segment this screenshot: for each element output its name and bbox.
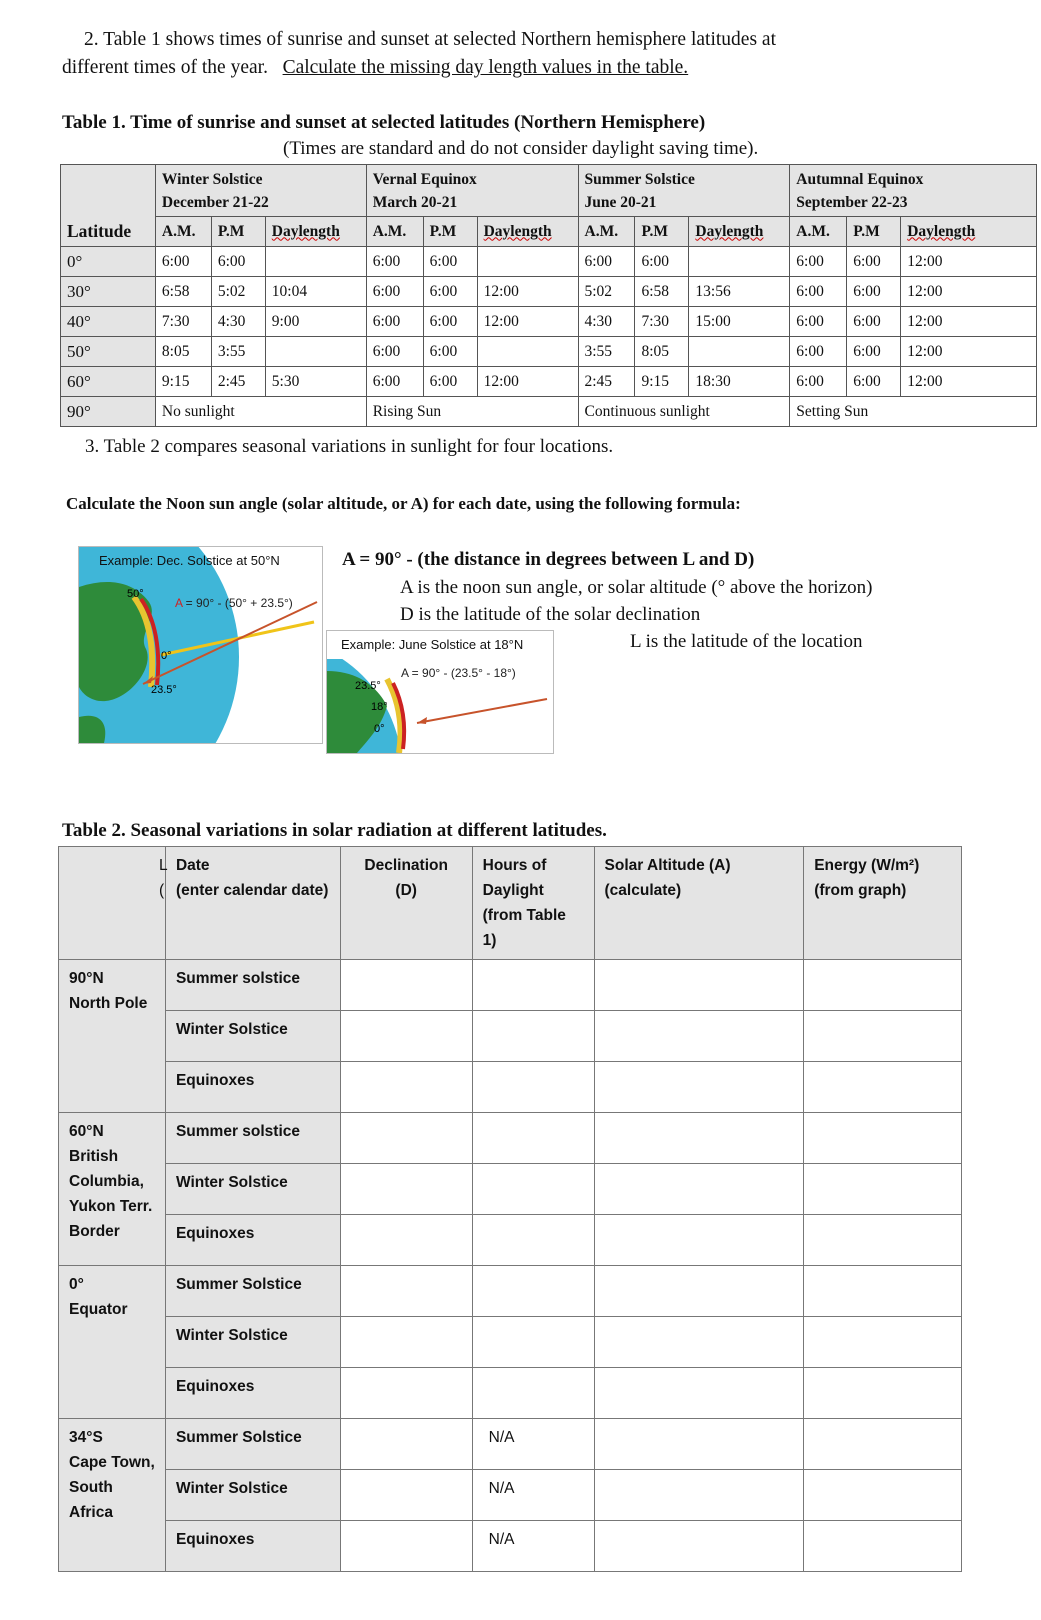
table2-row [59,1113,962,1164]
location-cell [59,960,166,1113]
energy-input-cell[interactable] [804,1368,962,1419]
time-cell [689,337,790,367]
time-cell: 12:00 [477,307,578,337]
location-label: Yukon Terr. [69,1198,153,1215]
latitude-cell: 30° [61,277,156,307]
question-2 [62,26,962,82]
time-cell: 6:00 [847,277,901,307]
season-cell: Summer solstice [165,960,340,1011]
header-hours [472,847,594,960]
hours-cell[interactable] [472,1215,594,1266]
figure-dec-solstice [78,546,323,744]
fig1-zero-label: 0° [161,650,172,662]
declination-input-cell[interactable] [340,1215,472,1266]
time-cell: 10:04 [265,277,366,307]
season-cell: Summer Solstice [165,1419,340,1470]
question-3: 3. Table 2 compares seasonal variations in sunlight for four locations. [85,436,614,457]
time-cell: 12:00 [901,307,1037,337]
location-label: Columbia, [69,1173,144,1190]
time-cell: 6:00 [847,367,901,397]
fig1-lat-label: 50° [127,588,144,600]
cell-90-winter: No sunlight [155,397,366,427]
location-label: Border [69,1223,120,1240]
header-energy-label: Energy (W/m²) [814,857,920,874]
cell-90-summer: Continuous sunlight [578,397,790,427]
time-cell: 13:56 [689,277,790,307]
energy-input-cell[interactable] [804,1215,962,1266]
season-cell: Winter Solstice [165,1470,340,1521]
energy-input-cell[interactable] [804,960,962,1011]
table1-row [61,307,1037,337]
table2-header-row [59,847,962,960]
header-date-label: Date [175,857,210,874]
location-cell [59,1113,166,1266]
location-label: 34°S [69,1429,103,1446]
declination-input-cell[interactable] [340,1011,472,1062]
fig2-decl-label: 23.5° [355,680,381,692]
fig1-decl-label: 23.5° [151,684,177,696]
declination-input-cell[interactable] [340,1419,472,1470]
energy-input-cell[interactable] [804,1011,962,1062]
time-cell: 9:15 [635,367,689,397]
table2-row [59,1521,962,1572]
time-cell [265,247,366,277]
time-cell: 18:30 [689,367,790,397]
season-cell: Equinoxes [165,1521,340,1572]
table1-row [61,367,1037,397]
table2-row [59,1470,962,1521]
time-cell [477,247,578,277]
header-decl-sub: (D) [395,882,417,899]
header-energy [804,847,962,960]
question-2-plain: different times of the year. [62,57,268,78]
time-cell: 7:30 [155,307,211,337]
energy-input-cell[interactable] [804,1164,962,1215]
season-vernal: Vernal Equinox March 20-21 [366,165,578,217]
header-hours-label: Hours of [482,857,547,874]
question-2-line1: 2. Table 1 shows times of sunrise and sunset at selected Northern hemisphere latitudes at [84,29,776,50]
table1-row [61,277,1037,307]
col-am: A.M. [790,217,847,247]
time-cell: 12:00 [901,337,1037,367]
sun-ray-2 [417,699,547,723]
solar-altitude-input-cell[interactable] [594,960,804,1011]
table2-row [59,1266,962,1317]
table1-season-row [61,165,1037,217]
table2-row [59,1317,962,1368]
solar-altitude-input-cell[interactable] [594,1368,804,1419]
declination-input-cell[interactable] [340,1062,472,1113]
hours-cell[interactable]: N/A [472,1521,594,1572]
solar-altitude-input-cell[interactable] [594,1470,804,1521]
time-cell: 12:00 [477,367,578,397]
declination-input-cell[interactable] [340,1470,472,1521]
time-cell: 6:00 [366,247,423,277]
time-cell: 6:00 [366,277,423,307]
time-cell: 6:58 [155,277,211,307]
time-cell: 6:00 [366,307,423,337]
header-solar-label: Solar Altitude (A) [604,857,731,874]
hours-cell[interactable] [472,1164,594,1215]
time-cell: 6:00 [366,367,423,397]
solar-altitude-input-cell[interactable] [594,1215,804,1266]
col-am: A.M. [155,217,211,247]
time-cell [689,247,790,277]
time-cell: 9:00 [265,307,366,337]
latitude-header: Latitude [61,217,156,247]
time-cell: 6:58 [635,277,689,307]
table2-row [59,1368,962,1419]
time-cell: 6:00 [155,247,211,277]
location-label: 90°N [69,970,104,987]
table2 [58,846,962,1572]
table2-row [59,1164,962,1215]
time-cell: 9:15 [155,367,211,397]
location-label: South Africa [69,1479,113,1521]
header-location [59,847,166,960]
table2-row [59,1215,962,1266]
fig2-zero-label: 0° [374,723,385,735]
location-label: 0° [69,1276,84,1293]
season-cell: Equinoxes [165,1215,340,1266]
energy-input-cell[interactable] [804,1317,962,1368]
time-cell: 6:00 [847,307,901,337]
time-cell: 8:05 [155,337,211,367]
latitude-cell: 60° [61,367,156,397]
time-cell: 6:00 [790,337,847,367]
declination-input-cell[interactable] [340,1266,472,1317]
time-cell: 6:00 [847,337,901,367]
time-cell: 6:00 [635,247,689,277]
time-cell: 6:00 [423,337,477,367]
table1-column-header-row [61,217,1037,247]
declination-input-cell[interactable] [340,1521,472,1572]
location-label: Cape Town, [69,1454,155,1471]
time-cell: 12:00 [477,277,578,307]
time-cell: 4:30 [578,307,635,337]
table2-title: Table 2. Seasonal variations in solar radiation at different latitudes. [62,820,607,841]
solar-altitude-input-cell[interactable] [594,1062,804,1113]
time-cell: 7:30 [635,307,689,337]
hours-cell[interactable] [472,1317,594,1368]
location-cell [59,1266,166,1419]
calc-instruction: Calculate the Noon sun angle (solar altitude, or A) for each date, using the following formula: [66,494,741,513]
fig2-lat-label: 18° [371,701,388,713]
season-cell: Winter Solstice [165,1317,340,1368]
time-cell: 6:00 [790,277,847,307]
latitude-cell: 90° [61,397,156,427]
fig2-formula: A = 90° - (23.5° - 18°) [401,666,516,680]
fig1-caption: Example: Dec. Solstice at 50°N [99,553,280,568]
location-label: Equator [69,1301,128,1318]
col-pm: P.M [423,217,477,247]
season-cell: Equinoxes [165,1062,340,1113]
time-cell: 6:00 [366,337,423,367]
latitude-cell: 50° [61,337,156,367]
time-cell: 6:00 [423,247,477,277]
fig1-formula: A = 90° - (50° + 23.5°) [175,596,293,610]
time-cell: 3:55 [578,337,635,367]
formula-main: A = 90° - (the distance in degrees between L and D) [342,549,755,570]
time-cell: 6:00 [423,367,477,397]
time-cell [265,337,366,367]
corner-mark-1: L [158,857,168,874]
header-declination [340,847,472,960]
energy-input-cell[interactable] [804,1062,962,1113]
header-hours-sub2: (from Table 1) [482,907,566,949]
header-energy-sub: (from graph) [814,882,907,899]
time-cell: 6:00 [423,307,477,337]
corner-mark-2: ( [158,882,165,899]
col-daylength: Daylength [901,217,1037,247]
declination-input-cell[interactable] [340,1368,472,1419]
energy-input-cell[interactable] [804,1113,962,1164]
table1 [60,164,1037,427]
question-2-instruction: Calculate the missing day length values in the table. [282,57,689,78]
col-am: A.M. [578,217,635,247]
header-solar-sub: (calculate) [604,882,682,899]
header-date [158,847,340,960]
season-winter: Winter Solstice December 21-22 [155,165,366,217]
table1-row [61,337,1037,367]
time-cell: 5:02 [211,277,265,307]
table1-row-90 [61,397,1037,427]
question-2-line2 [62,54,962,82]
time-cell: 12:00 [901,277,1037,307]
location-label: North Pole [69,995,148,1012]
formula-line-a: A is the noon sun angle, or solar altitude (° above the horizon) [400,577,873,598]
header-hours-sub: Daylight [482,882,544,899]
hours-cell[interactable]: N/A [472,1470,594,1521]
solar-altitude-input-cell[interactable] [594,1113,804,1164]
fig1-formula-text: = 90° - (50° + 23.5°) [182,596,293,610]
hours-cell[interactable] [472,1113,594,1164]
figure-june-solstice [326,630,554,754]
cell-90-autumn: Setting Sun [790,397,1037,427]
solar-altitude-input-cell[interactable] [594,1164,804,1215]
location-label: British [69,1148,119,1165]
energy-input-cell[interactable] [804,1521,962,1572]
hours-cell[interactable] [472,1011,594,1062]
hours-cell[interactable] [472,1062,594,1113]
col-pm: P.M [635,217,689,247]
season-cell: Summer Solstice [165,1266,340,1317]
latitude-cell: 0° [61,247,156,277]
time-cell: 5:30 [265,367,366,397]
table2-row [59,1011,962,1062]
table2-row [59,960,962,1011]
fig2-caption: Example: June Solstice at 18°N [341,637,524,652]
solar-altitude-input-cell[interactable] [594,1419,804,1470]
table1-row [61,247,1037,277]
time-cell: 12:00 [901,367,1037,397]
col-daylength: Daylength [477,217,578,247]
time-cell: 2:45 [578,367,635,397]
time-cell: 2:45 [211,367,265,397]
declination-input-cell[interactable] [340,1164,472,1215]
cell-90-vernal: Rising Sun [366,397,578,427]
hours-cell[interactable] [472,1368,594,1419]
formula-line-d: D is the latitude of the solar declination [400,604,701,625]
energy-input-cell[interactable] [804,1470,962,1521]
time-cell: 15:00 [689,307,790,337]
latitude-cell: 40° [61,307,156,337]
solar-altitude-input-cell[interactable] [594,1317,804,1368]
time-cell [477,337,578,367]
time-cell: 3:55 [211,337,265,367]
header-date-sub: (enter calendar date) [175,882,329,899]
time-cell: 6:00 [211,247,265,277]
col-pm: P.M [211,217,265,247]
globe-diagram-1 [79,547,322,743]
energy-input-cell[interactable] [804,1266,962,1317]
solar-altitude-input-cell[interactable] [594,1521,804,1572]
time-cell: 5:02 [578,277,635,307]
time-cell: 6:00 [790,307,847,337]
col-daylength: Daylength [689,217,790,247]
season-cell: Summer solstice [165,1113,340,1164]
energy-input-cell[interactable] [804,1419,962,1470]
season-cell: Winter Solstice [165,1011,340,1062]
time-cell: 6:00 [847,247,901,277]
time-cell: 6:00 [790,247,847,277]
declination-input-cell[interactable] [340,960,472,1011]
time-cell: 6:00 [790,367,847,397]
season-summer: Summer Solstice June 20-21 [578,165,790,217]
header-decl-label: Declination [364,857,448,874]
hours-cell[interactable] [472,1266,594,1317]
season-autumn: Autumnal Equinox September 22-23 [790,165,1037,217]
hours-cell[interactable]: N/A [472,1419,594,1470]
time-cell: 12:00 [901,247,1037,277]
header-solar-altitude [594,847,804,960]
formula-line-l: L is the latitude of the location [630,631,863,652]
season-cell: Winter Solstice [165,1164,340,1215]
time-cell: 6:00 [578,247,635,277]
table1-subtitle: (Times are standard and do not consider daylight saving time). [283,138,759,159]
table2-row [59,1419,962,1470]
col-pm: P.M [847,217,901,247]
location-cell [59,1419,166,1572]
col-am: A.M. [366,217,423,247]
location-label: 60°N [69,1123,104,1140]
time-cell: 8:05 [635,337,689,367]
declination-input-cell[interactable] [340,1317,472,1368]
hours-cell[interactable] [472,960,594,1011]
solar-altitude-input-cell[interactable] [594,1266,804,1317]
time-cell: 4:30 [211,307,265,337]
declination-input-cell[interactable] [340,1113,472,1164]
season-cell: Equinoxes [165,1368,340,1419]
table1-title: Table 1. Time of sunrise and sunset at selected latitudes (Northern Hemisphere) [62,112,706,133]
col-daylength: Daylength [265,217,366,247]
solar-altitude-input-cell[interactable] [594,1011,804,1062]
arrow-head-2 [417,717,427,724]
time-cell: 6:00 [423,277,477,307]
table2-row [59,1062,962,1113]
